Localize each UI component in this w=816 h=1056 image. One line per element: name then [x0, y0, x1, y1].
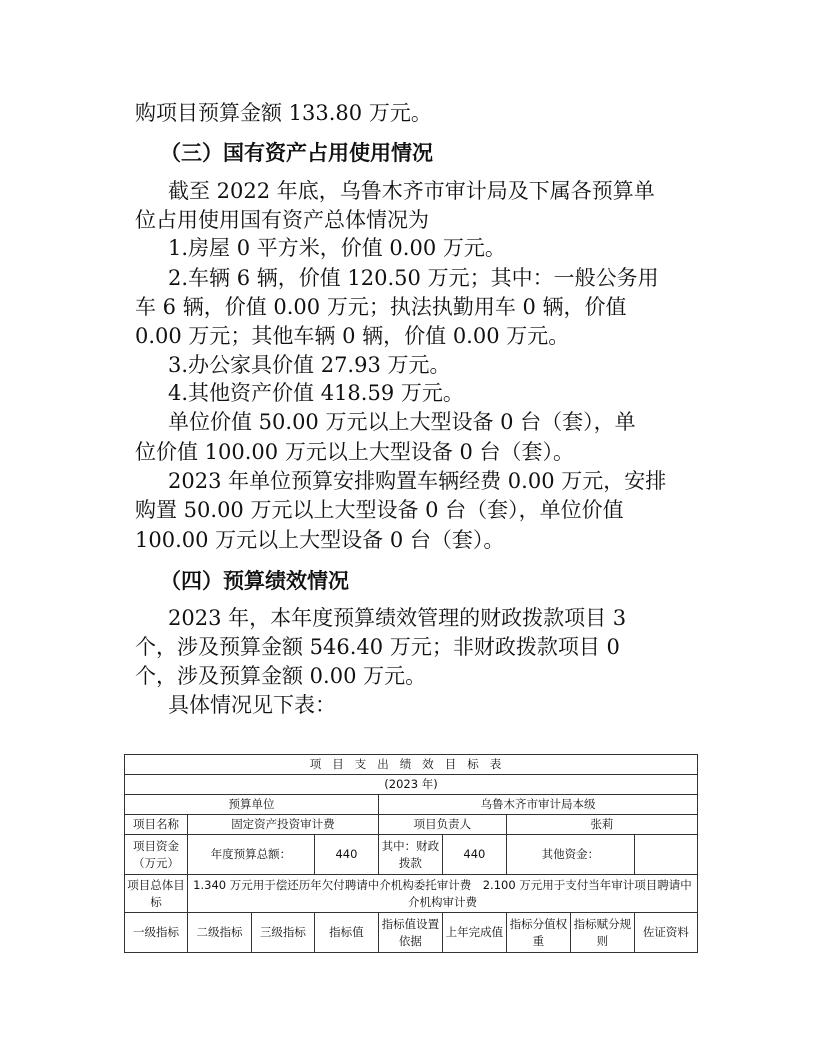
- paragraph-line: 具体情况见下表：: [168, 693, 336, 717]
- table-year: (2023 年): [125, 775, 698, 795]
- paragraph-line: 个，涉及预算金额 546.40 万元；非财政拨款项目 0: [135, 635, 620, 659]
- section-heading-3: （三）国有资产占用使用情况: [160, 141, 433, 165]
- project-funds-label: 项目资金（万元）: [125, 835, 188, 875]
- paragraph-line: 购项目预算金额 133.80 万元。: [135, 101, 432, 125]
- paragraph-line: 4.其他资产价值 418.59 万元。: [168, 381, 464, 405]
- table-header-cell: 指标值: [314, 913, 378, 953]
- section-heading-4: （四）预算绩效情况: [160, 569, 349, 593]
- paragraph-line: 2023 年单位预算安排购置车辆经费 0.00 万元，安排: [168, 469, 667, 493]
- budget-unit-value: 乌鲁木齐市审计局本级: [378, 795, 697, 815]
- annual-budget-label: 年度预算总额：: [187, 835, 314, 875]
- project-owner-label: 项目负责人: [378, 815, 506, 835]
- paragraph-line: 截至 2022 年底，乌鲁木齐市审计局及下属各预算单: [168, 179, 655, 203]
- paragraph-line: 车 6 辆，价值 0.00 万元；执法执勤用车 0 辆，价值: [135, 295, 627, 319]
- table-header-cell: 指标分值权重: [506, 913, 570, 953]
- overall-goal-value: 1.340 万元用于偿还历年欠付聘请中介机构委托审计费 2.100 万元用于支付当年审计项目聘请中介机构审计费: [187, 875, 697, 913]
- table-header-cell: 三级指标: [251, 913, 314, 953]
- paragraph-line: 0.00 万元；其他车辆 0 辆，价值 0.00 万元。: [135, 324, 570, 348]
- table-header-cell: 指标值设置依据: [378, 913, 442, 953]
- annual-budget-value: 440: [314, 835, 378, 875]
- other-funds-label: 其他资金：: [506, 835, 634, 875]
- table-header-cell: 指标赋分规则: [570, 913, 634, 953]
- project-owner-value: 张莉: [506, 815, 697, 835]
- project-name-value: 固定资产投资审计费: [187, 815, 378, 835]
- overall-goal-label: 项目总体目标: [125, 875, 188, 913]
- paragraph-line: 位价值 100.00 万元以上大型设备 0 台（套）。: [135, 440, 575, 464]
- paragraph-line: 1.房屋 0 平方米，价值 0.00 万元。: [168, 236, 506, 260]
- project-name-label: 项目名称: [125, 815, 188, 835]
- performance-goal-table: [124, 754, 698, 953]
- fiscal-funds-label: 其中：财政拨款: [378, 835, 442, 875]
- paragraph-line: 2023 年，本年度预算绩效管理的财政拨款项目 3: [168, 606, 627, 630]
- budget-unit-label: 预算单位: [125, 795, 379, 815]
- paragraph-line: 购置 50.00 万元以上大型设备 0 台（套），单位价值: [135, 498, 624, 522]
- table-header-cell: 一级指标: [125, 913, 188, 953]
- table-header-cell: 二级指标: [187, 913, 251, 953]
- paragraph-line: 单位价值 50.00 万元以上大型设备 0 台（套），单: [168, 410, 636, 434]
- paragraph-line: 2.车辆 6 辆，价值 120.50 万元；其中：一般公务用: [168, 266, 659, 290]
- other-funds-value: [634, 835, 697, 875]
- table-header-cell: 佐证资料: [634, 913, 697, 953]
- paragraph-line: 位占用使用国有资产总体情况为: [135, 208, 429, 232]
- paragraph-line: 3.办公家具价值 27.93 万元。: [168, 353, 451, 377]
- table-header-cell: 上年完成值: [442, 913, 506, 953]
- fiscal-funds-value: 440: [442, 835, 506, 875]
- paragraph-line: 100.00 万元以上大型设备 0 台（套）。: [135, 528, 505, 552]
- table-title: 项目支出绩效目标表: [125, 755, 698, 775]
- paragraph-line: 个，涉及预算金额 0.00 万元。: [135, 664, 427, 688]
